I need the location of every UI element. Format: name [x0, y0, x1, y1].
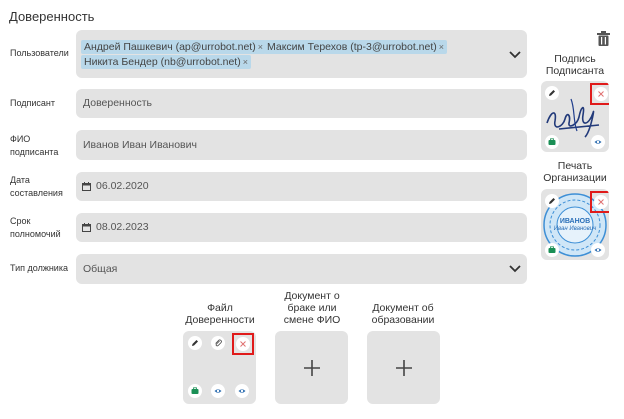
briefcase-icon — [548, 138, 556, 146]
eye-icon — [594, 246, 602, 254]
briefcase-icon — [548, 246, 556, 254]
chip-remove-icon[interactable]: × — [257, 42, 263, 52]
seal-card — [541, 189, 609, 260]
upload-marriage-document[interactable] — [275, 331, 348, 404]
edit-button[interactable] — [545, 194, 559, 208]
delete-seal-frame — [590, 191, 609, 213]
doc-label-education: Документ об образовании — [371, 302, 435, 326]
chip-remove-icon[interactable]: × — [242, 57, 248, 67]
delete-signature-frame — [590, 83, 609, 105]
download-button[interactable] — [188, 384, 202, 398]
user-chip[interactable]: Максим Терехов (tp-3@urrobot.net) × — [264, 40, 447, 54]
doc-label-marriage: Документ о браке или смене ФИО — [283, 290, 341, 326]
chevron-down-icon[interactable] — [509, 265, 521, 273]
edit-button[interactable] — [188, 336, 202, 350]
signer-label: Подписант — [10, 98, 56, 108]
view-button[interactable] — [235, 384, 249, 398]
user-chip[interactable]: Никита Бендер (nb@urrobot.net) × — [81, 55, 251, 69]
user-chip[interactable]: Андрей Пашкевич (ap@urrobot.net) × — [81, 40, 266, 54]
chevron-down-icon[interactable] — [509, 51, 521, 59]
close-icon — [597, 90, 605, 98]
delete-signature-button[interactable] — [594, 87, 608, 101]
attach-button[interactable] — [211, 336, 225, 350]
delete-file-button[interactable] — [236, 337, 250, 351]
users-select[interactable] — [76, 30, 527, 78]
chip-remove-icon[interactable]: × — [438, 42, 445, 52]
trash-icon[interactable] — [597, 31, 610, 46]
view-button[interactable] — [591, 135, 605, 149]
close-icon — [597, 198, 605, 206]
delete-seal-button[interactable] — [594, 195, 608, 209]
fio-input[interactable] — [76, 130, 527, 160]
position-type-select[interactable] — [76, 254, 527, 284]
pencil-icon — [548, 89, 556, 97]
eye-icon — [238, 387, 246, 395]
fio-label: ФИО подписанта — [10, 134, 59, 157]
view-button[interactable] — [591, 243, 605, 257]
eye-icon — [594, 138, 602, 146]
seal-label: Печать Организации — [543, 160, 607, 184]
position-type-value: Общая — [83, 263, 118, 275]
download-button[interactable] — [545, 243, 559, 257]
calendar-icon — [82, 223, 91, 232]
view-button[interactable] — [211, 384, 225, 398]
pencil-icon — [548, 197, 556, 205]
users-label: Пользователи — [10, 48, 69, 58]
date-created-label: Дата составления — [10, 175, 63, 198]
power-of-attorney-file-card — [183, 331, 256, 404]
upload-education-document[interactable] — [367, 331, 440, 404]
signer-value: Доверенность — [83, 97, 153, 109]
seal-text-top: ИВАНОВ — [559, 218, 591, 225]
position-type-label: Тип должника — [10, 263, 68, 273]
signature-card — [541, 81, 609, 152]
validity-value: 08.02.2023 — [96, 221, 149, 233]
seal-text-bottom: Иван Иванович — [553, 226, 597, 232]
signature-label: Подпись Подписанта — [545, 53, 605, 77]
plus-icon — [395, 359, 413, 377]
doc-label-power-of-attorney: Файл Доверенности — [185, 302, 255, 326]
date-created-input[interactable] — [76, 172, 527, 201]
validity-label: Срок полномочий — [10, 216, 61, 239]
page-title: Доверенность — [9, 9, 95, 24]
download-button[interactable] — [545, 135, 559, 149]
paperclip-icon — [214, 339, 222, 347]
calendar-icon — [82, 182, 91, 191]
edit-button[interactable] — [545, 86, 559, 100]
eye-icon — [214, 387, 222, 395]
close-icon — [239, 340, 247, 348]
pencil-icon — [191, 339, 199, 347]
briefcase-icon — [191, 387, 199, 395]
signer-input[interactable] — [76, 89, 527, 118]
fio-value: Иванов Иван Иванович — [83, 139, 197, 151]
delete-file-frame — [232, 333, 254, 355]
plus-icon — [303, 359, 321, 377]
date-created-value: 06.02.2020 — [96, 180, 149, 192]
validity-input[interactable] — [76, 213, 527, 242]
